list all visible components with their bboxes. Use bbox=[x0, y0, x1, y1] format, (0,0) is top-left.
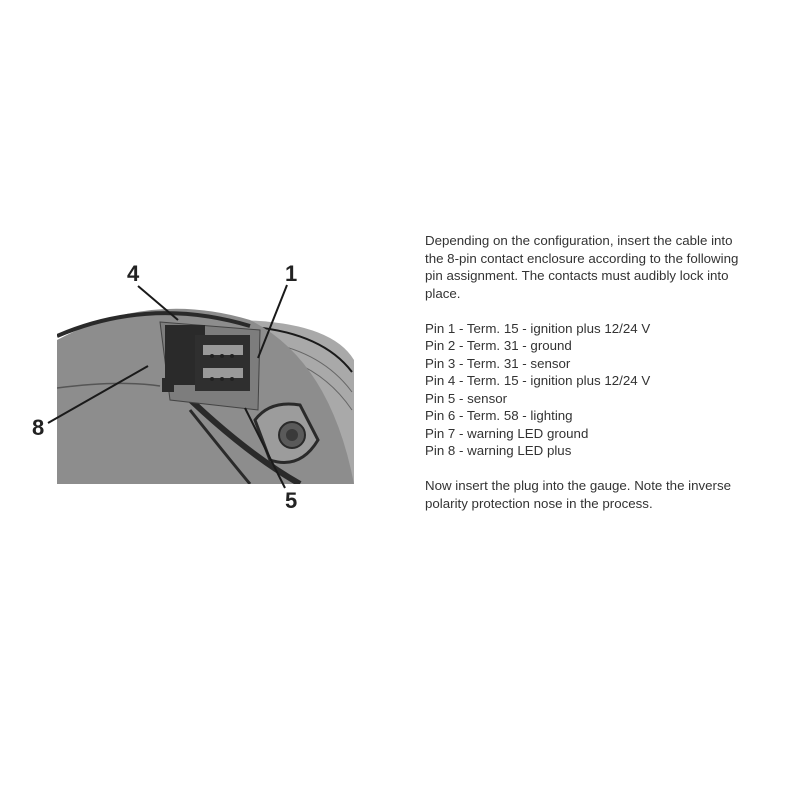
intro-line: the 8-pin contact enclosure according to the following bbox=[425, 250, 739, 266]
intro-line: place. bbox=[425, 285, 461, 301]
callout-8: 8 bbox=[32, 415, 45, 440]
outro-paragraph bbox=[425, 477, 765, 512]
pin-item: Pin 7 - warning LED ground bbox=[425, 425, 589, 441]
intro-line: Depending on the configuration, insert the cable into bbox=[425, 233, 733, 248]
pin-item: Pin 5 - sensor bbox=[425, 390, 508, 406]
outro-line: polarity protection nose in the process. bbox=[425, 495, 653, 511]
outro-line: Now insert the plug into the gauge. Note the inverse bbox=[425, 478, 732, 493]
pin-item: Pin 2 - Term. 31 - ground bbox=[425, 338, 572, 353]
instructions-text bbox=[425, 232, 765, 512]
pin-item: Pin 8 - warning LED plus bbox=[425, 443, 572, 458]
connector-plug bbox=[162, 325, 250, 392]
gauge-photo bbox=[57, 290, 354, 484]
intro-line: pin assignment. The contacts must audibly lock into bbox=[425, 268, 729, 283]
intro-paragraph bbox=[425, 232, 765, 302]
pin-assignment-list bbox=[425, 320, 765, 460]
pin-item: Pin 4 - Term. 15 - ignition plus 12/24 V bbox=[425, 373, 651, 388]
pin-item: Pin 3 - Term. 31 - sensor bbox=[425, 355, 571, 371]
callout-4: 4 bbox=[127, 261, 140, 286]
callout-1: 1 bbox=[285, 261, 298, 286]
pin-item: Pin 1 - Term. 15 - ignition plus 12/24 V bbox=[425, 320, 651, 336]
callout-5: 5 bbox=[285, 488, 298, 513]
pin-item: Pin 6 - Term. 58 - lighting bbox=[425, 408, 573, 423]
